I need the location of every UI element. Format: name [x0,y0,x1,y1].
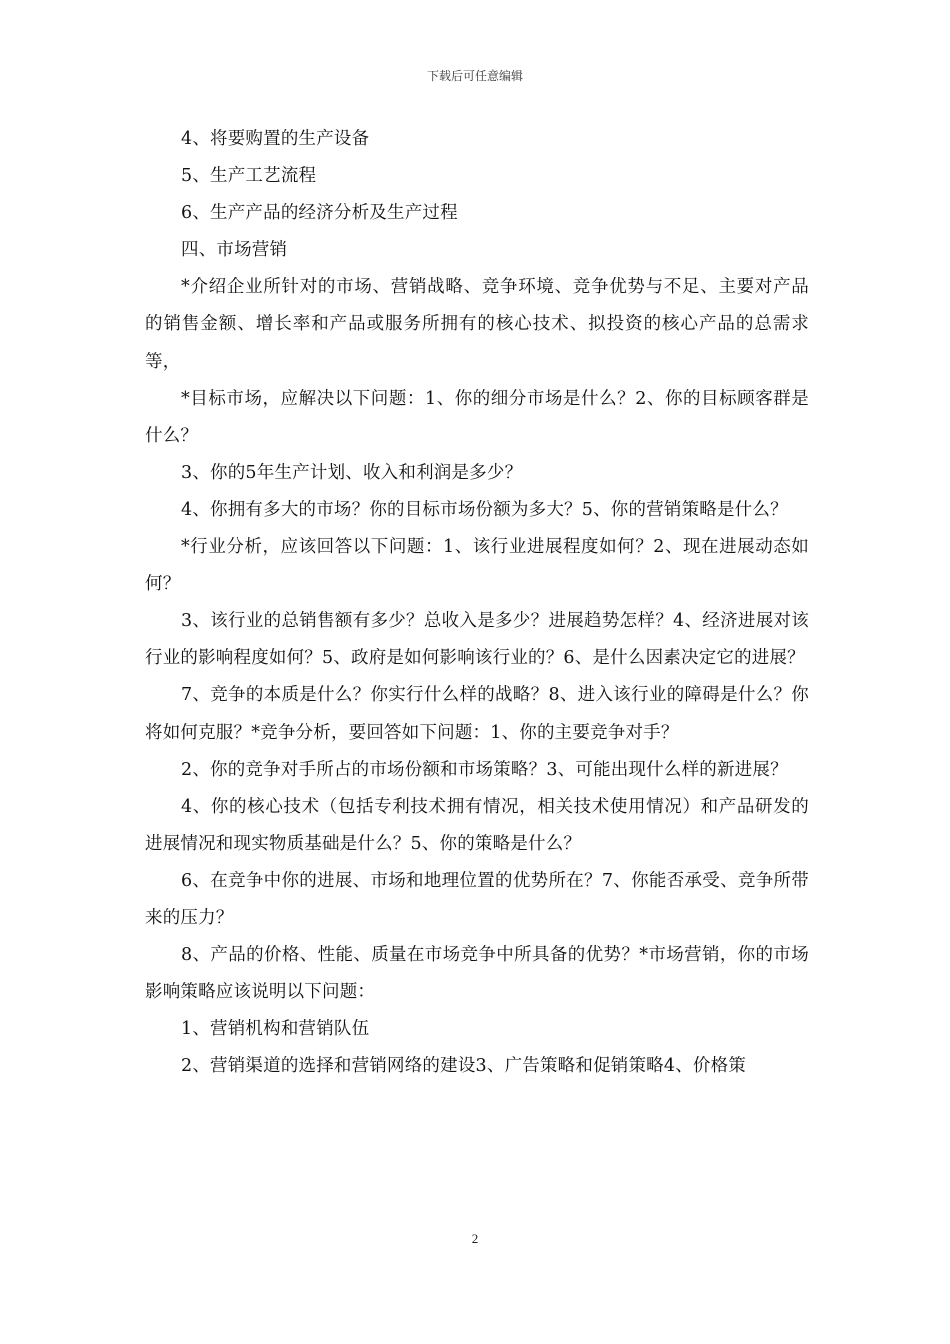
paragraph: 4、将要购置的生产设备 [181,129,370,149]
paragraph: 2、营销渠道的选择和营销网络的建设3、广告策略和促销策略4、价格策 [181,1056,746,1077]
section-heading: 四、市场营销 [181,240,288,261]
paragraph: 8、产品的价格、性能、质量在市场竞争中所具备的优势？*市场营销，你的市场影响策略应该说明以下问题： [145,945,809,1003]
paragraph: 3、该行业的总销售额有多少？总收入是多少？进展趋势怎样？4、经济进展对该行业的影响程度如何？5、政府是如何影响该行业的？6、是什么因素决定它的进展？ [145,611,809,669]
paragraph: *行业分析，应该回答以下问题：1、该行业进展程度如何？2、现在进展动态如何？ [145,537,809,595]
paragraph: 5、生产工艺流程 [181,166,317,187]
paragraph: 4、你的核心技术（包括专利技术拥有情况，相关技术使用情况）和产品研发的进展情况和现实物质基础是什么？5、你的策略是什么？ [145,796,809,854]
paragraph: 3、你的5年生产计划、收入和利润是多少？ [181,462,523,483]
paragraph: 7、竞争的本质是什么？你实行什么样的战略？8、进入该行业的障碍是什么？你将如何克服？*竞争分析，要回答如下问题：1、你的主要竞争对手？ [145,685,809,743]
paragraph: 4、你拥有多大的市场？你的目标市场份额为多大？5、你的营销策略是什么？ [181,499,788,520]
document-body [145,121,809,1085]
page-number: 2 [471,1231,479,1246]
page-header-note: 下载后可任意编辑 [426,69,523,83]
paragraph: *介绍企业所针对的市场、营销战略、竞争环境、竞争优势与不足、主要对产品的销售金额、增长率和产品或服务所拥有的核心技术、拟投资的核心产品的总需求等， [145,277,809,372]
paragraph: 2、你的竞争对手所占的市场份额和市场策略？3、可能出现什么样的新进展？ [181,759,788,780]
paragraph: *目标市场，应解决以下问题：1、你的细分市场是什么？2、你的目标顾客群是什么？ [145,388,809,446]
paragraph: 6、在竞争中你的进展、市场和地理位置的优势所在？7、你能否承受、竞争所带来的压力？ [145,870,809,928]
paragraph: 6、生产产品的经济分析及生产过程 [181,203,458,224]
paragraph: 1、营销机构和营销队伍 [181,1019,370,1040]
